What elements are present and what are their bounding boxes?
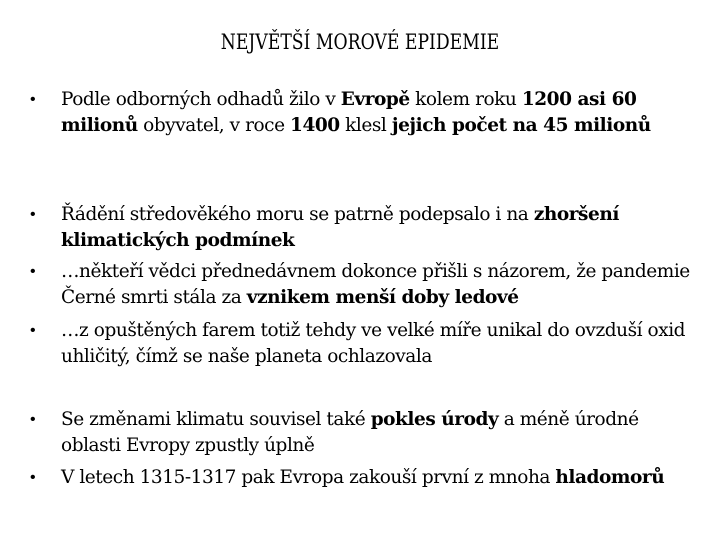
text-run: kolem roku (409, 89, 522, 110)
bullet-item (30, 318, 690, 370)
bold-text: 1200 asi 60 milionů (61, 89, 637, 136)
text-run: …z opuštěných farem totiž tehdy ve velké míře unikal do ovzduší oxid uhličitý, čímž se naše planeta ochlazovala (61, 320, 686, 367)
bullet-text (61, 465, 701, 491)
bullet-item (30, 259, 690, 311)
text-run: a méně úrodné oblasti Evropy zpustly úplně (61, 409, 639, 456)
text-run: Se změnami klimatu souvisel také (61, 409, 371, 430)
bold-text: pokles úrody (370, 409, 499, 430)
bullet-dot-icon: • (30, 322, 36, 339)
bullet-text (61, 318, 701, 370)
bullet-item (30, 407, 690, 459)
bold-text: Evropě (340, 89, 410, 110)
bullet-text (61, 407, 701, 459)
slide-title: NEJVĚTŠÍ MOROVÉ EPIDEMIE (220, 30, 500, 54)
bold-text: zhoršení klimatických podmínek (61, 204, 619, 251)
text-run: Podle odborných odhadů žilo v (61, 89, 341, 110)
text-run: klesl (339, 115, 392, 136)
bullet-text (61, 259, 701, 311)
bold-text: 1400 (290, 115, 340, 136)
bullet-dot-icon: • (30, 411, 36, 428)
text-run: …někteří vědci přednedávnem dokonce přišli s názorem, že pandemie Černé smrti stála za (61, 261, 690, 308)
bullet-dot-icon: • (30, 206, 36, 223)
bullet-dot-icon: • (30, 263, 36, 280)
bullet-text (61, 202, 701, 254)
bullet-dot-icon: • (30, 91, 36, 108)
bold-text: hladomorů (555, 467, 665, 488)
text-run: obyvatel, v roce (137, 115, 291, 136)
bullet-item (30, 202, 690, 254)
bullet-item (30, 465, 690, 491)
bullet-dot-icon: • (30, 469, 36, 486)
bold-text: vznikem menší doby ledové (246, 287, 519, 308)
text-run: V letech 1315-1317 pak Evropa zakouší první z mnoha (61, 467, 556, 488)
bullet-text (61, 87, 701, 139)
bullet-item (30, 87, 690, 139)
bold-text: jejich počet na 45 milionů (391, 115, 651, 136)
text-run: Řádění středověkého moru se patrně podepsalo i na (61, 204, 534, 225)
